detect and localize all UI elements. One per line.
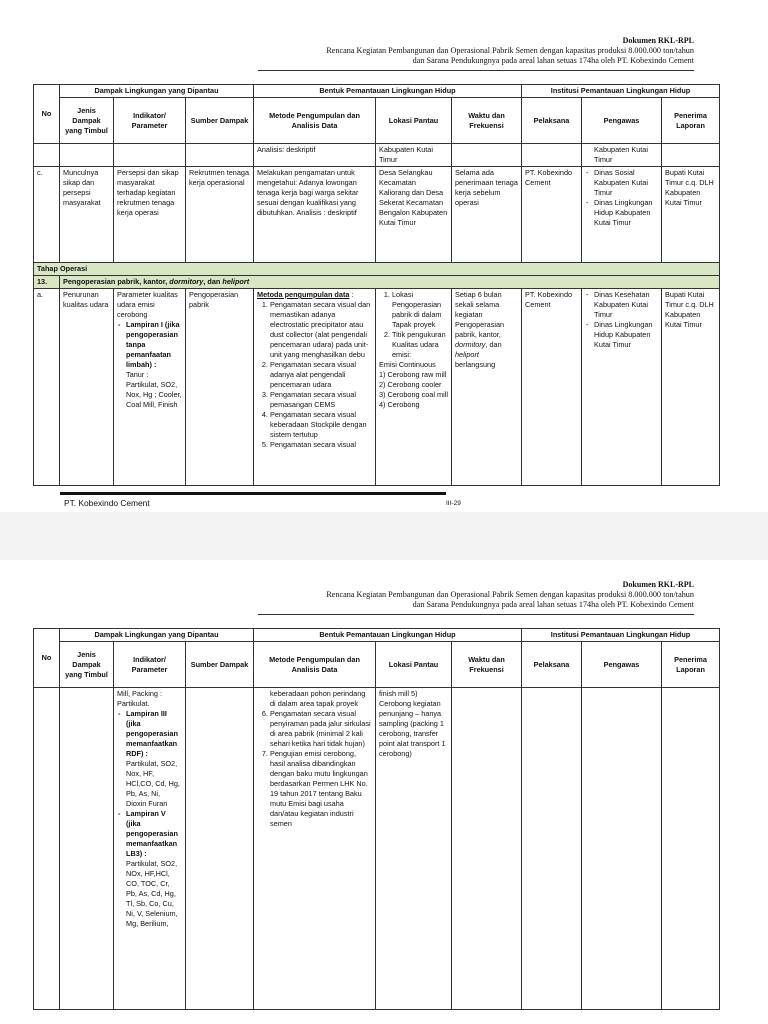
rpl-table-page-1: [33, 84, 720, 486]
document-tag: Dokumen RKL-RPL: [622, 580, 694, 589]
header-group-institusi: Institusi Pemantauan Lingkungan Hidup: [522, 85, 720, 98]
metode-item: 4. Pengamatan secara visual keberadaan Stockpile dengan sistem tertutup: [270, 410, 372, 440]
header-penerima: Penerima Laporan: [662, 642, 720, 688]
document-title: [174, 46, 694, 66]
cell-pengawas: [582, 167, 662, 263]
cell-penerima: Bupati Kutai Timur c.q. DLH Kabupaten Kutai Timur: [662, 167, 720, 263]
document-title-line-2: dan Sarana Pendukungnya pada areal lahan setuas 174ha oleh PT. Kobexindo Cement: [412, 56, 694, 65]
header-jenis-dampak: Jenis Dampak yang Timbul: [60, 642, 114, 688]
cell-waktu: Setiap 6 bulan sekali selama kegiatan Pengoperasian pabrik, kantor, dormitory, dan heliport berlangsung: [452, 289, 522, 486]
pengawas-item: - Dinas Lingkungan Hidup Kabupaten Kutai Timur: [585, 320, 658, 350]
header-indikator: Indikator/ Parameter: [114, 642, 186, 688]
header-waktu: Waktu dan Frekuensi: [452, 642, 522, 688]
cell-indikator: Mill, Packing : Partikulat. - Lampiran III (jika pengoperasian memanfaatkan RDF) : Partikulat, SO2, Nox, HF, HCl,CO, Cd, Hg, Pb, As, Ni, Dioxin Furan - Lampiran V (jika pengoperasian memanfaatkan LB3) : Partikulat, SO2, NOx, HF,HCl, CO, TOC, Cr, Pb, As, Cd, Hg, Tl, Sb, Co, Cu, Ni, V, Selenium, Mg, Berilium,: [114, 688, 186, 1010]
header-indikator: Indikator/ Parameter: [114, 98, 186, 144]
header-pengawas: Pengawas: [582, 642, 662, 688]
header-lokasi: Lokasi Pantau: [376, 642, 452, 688]
metode-item: 3. Pengamatan secara visual pemasangan CEMS: [270, 390, 372, 410]
header-sumber: Sumber Dampak: [186, 642, 254, 688]
cell-pengawas: [582, 289, 662, 486]
cell-indikator: Persepsi dan sikap masyarakat terhadap kegiatan rekrutmen tenaga kerja operasi: [114, 167, 186, 263]
header-penerima: Penerima Laporan: [662, 98, 720, 144]
cell-pelaksana: PT. Kobexindo Cement: [522, 167, 582, 263]
header-group-institusi: Institusi Pemantauan Lingkungan Hidup: [522, 629, 720, 642]
metode-item: 6. Pengamatan secara visual penyiraman pada jalur sirkulasi di area pabrik (minimal 2 kali sehari ketika hari tidak hujan): [270, 709, 372, 749]
table-row: [34, 167, 720, 263]
header-jenis-dampak: Jenis Dampak yang Timbul: [60, 98, 114, 144]
header-rule: [258, 614, 694, 615]
header-group-dampak: Dampak Lingkungan yang Dipantau: [60, 85, 254, 98]
header-rule: [258, 70, 694, 71]
header-pelaksana: Pelaksana: [522, 98, 582, 144]
header-no: No: [34, 629, 60, 688]
cell-lokasi: Kabupaten Kutai Timur: [376, 144, 452, 167]
document-title-line-1: Rencana Kegiatan Pembangunan dan Operasional Pabrik Semen dengan kapasitas produksi 8.000.000 ton/tahun: [326, 590, 694, 599]
header-metode: Metode Pengumpulan dan Analisis Data: [254, 642, 376, 688]
header-group-bentuk: Bentuk Pemantauan Lingkungan Hidup: [254, 85, 522, 98]
cell-metode: Analisis: deskriptif: [254, 144, 376, 167]
cell-waktu: Selama ada penerimaan tenaga kerja sebelum operasi: [452, 167, 522, 263]
cell-pelaksana: PT. Kobexindo Cement: [522, 289, 582, 486]
lokasi-item: 2. Titik pengukuran Kualitas udara emisi:: [392, 330, 448, 360]
cell-lokasi: 1. Lokasi Pengoperasian pabrik di dalam Tapak proyek 2. Titik pengukuran Kualitas udara emisi: Emisi Continuous 1) Cerobong raw mill 2) Cerobong cooler 3) Cerobong coal mill 4) Cerobong: [376, 289, 452, 486]
document-title-line-1: Rencana Kegiatan Pembangunan dan Operasional Pabrik Semen dengan kapasitas produksi 8.000.000 ton/tahun: [326, 46, 694, 55]
table-row: [34, 688, 720, 1010]
pengawas-item: - Dinas Sosial Kabupaten Kutai Timur: [585, 168, 658, 198]
cell-indikator: Parameter kualitas udara emisi cerobong - Lampiran I (jika pengoperasian tanpa pemanfaatan limbah) : Tanur : Partikulat, SO2, Nox, Hg ; Cooler, Coal Mill, Finish: [114, 289, 186, 486]
cell-metode: Melakukan pengamatan untuk mengetahui: Adanya lowongan tenaga kerja bagi warga sekitar sesuai dengan kualifikasi yang dibutuhkan. Analisis : deskriptif: [254, 167, 376, 263]
lampiran-item: - Lampiran III (jika pengoperasian memanfaatkan RDF) :: [117, 709, 182, 759]
metode-item: 2. Pengamatan secara visual adanya alat pengendali pencemaran udara: [270, 360, 372, 390]
band-13-title: Pengoperasian pabrik, kantor, dormitory, dan heliport: [60, 276, 720, 289]
band-tahap-label: Tahap Operasi: [34, 263, 720, 276]
footer-page-number: III-29: [446, 500, 461, 507]
document-page-2: [0, 560, 768, 1024]
pengawas-item: - Dinas Kesehatan Kabupaten Kutai Timur: [585, 290, 658, 320]
cell-metode: keberadaan pohon perindang di dalam area tapak proyek 6. Pengamatan secara visual penyiraman pada jalur sirkulasi di area pabrik (minimal 2 kali sehari ketika hari tidak hujan) 7. Pengujian emisi cerobong, hasil analisa dibandingkan dengan baku mutu lingkungan berdasarkan Permen LHK No. 19 tahun 2017 tentang Baku mutu Emisi bagi usaha dan/atau kegiatan industri semen: [254, 688, 376, 1010]
lampiran-item: - Lampiran V (jika pengoperasian memanfaatkan LB3) :: [117, 809, 182, 859]
metode-title: Metoda pengumpulan data: [257, 290, 350, 299]
lokasi-item: 1. Lokasi Pengoperasian pabrik di dalam Tapak proyek: [392, 290, 448, 330]
cell-jenis-dampak: Munculnya sikap dan persepsi masyarakat: [60, 167, 114, 263]
header-metode: Metode Pengumpulan dan Analisis Data: [254, 98, 376, 144]
metode-item: 1. Pengamatan secara visual dan memastikan adanya electrostatic precipitator atau dust collector (alat pengendali pencemaran udara) pada unit-unit yang menghasilkan debu: [270, 300, 372, 360]
document-title: [174, 590, 694, 610]
header-pengawas: Pengawas: [582, 98, 662, 144]
metode-item: 5. Pengamatan secara visual: [270, 440, 372, 450]
lampiran-item: - Lampiran I (jika pengoperasian tanpa pemanfaatan limbah) :: [117, 320, 182, 370]
header-group-bentuk: Bentuk Pemantauan Lingkungan Hidup: [254, 629, 522, 642]
document-tag: Dokumen RKL-RPL: [622, 36, 694, 45]
metode-item: 7. Pengujian emisi cerobong, hasil analisa dibandingkan dengan baku mutu lingkungan berdasarkan Permen LHK No. 19 tahun 2017 tentang Baku mutu Emisi bagi usaha dan/atau kegiatan industri semen: [270, 749, 372, 829]
cell-penerima: Bupati Kutai Timur c.q. DLH Kabupaten Kutai Timur: [662, 289, 720, 486]
page-gap: [0, 512, 768, 560]
cell-no: c.: [34, 167, 60, 263]
cell-pengawas: Kabupaten Kutai Timur: [582, 144, 662, 167]
band-13-number: 13.: [34, 276, 60, 289]
band-tahap-operasi: [34, 263, 720, 276]
header-pelaksana: Pelaksana: [522, 642, 582, 688]
cell-sumber: Pengoperasian pabrik: [186, 289, 254, 486]
document-title-line-2: dan Sarana Pendukungnya pada areal lahan setuas 174ha oleh PT. Kobexindo Cement: [412, 600, 694, 609]
cell-sumber: Rekrutmen tenaga kerja operasional: [186, 167, 254, 263]
footer-rule: [60, 492, 446, 495]
band-kegiatan-13: [34, 276, 720, 289]
rpl-table-page-2: [33, 628, 720, 1010]
cell-jenis-dampak: Penurunan kualitas udara: [60, 289, 114, 486]
header-sumber: Sumber Dampak: [186, 98, 254, 144]
header-waktu: Waktu dan Frekuensi: [452, 98, 522, 144]
pengawas-item: - Dinas Lingkungan Hidup Kabupaten Kutai Timur: [585, 198, 658, 228]
header-lokasi: Lokasi Pantau: [376, 98, 452, 144]
footer-company: PT. Kobexindo Cement: [64, 498, 150, 508]
cell-lokasi: finish mill 5) Cerobong kegiatan penunjang – hanya sampling (packing 1 cerobong, transfer point alat transport 1 cerobong): [376, 688, 452, 1010]
header-group-dampak: Dampak Lingkungan yang Dipantau: [60, 629, 254, 642]
cell-metode: Metoda pengumpulan data : 1. Pengamatan secara visual dan memastikan adanya electrostatic precipitator atau dust collector (alat pengendali pencemaran udara) pada unit-unit yang menghasilkan debu 2. Pengamatan secara visual adanya alat pengendali pencemaran udara 3. Pengamatan secara visual pemasangan CEMS 4. Pengamatan secara visual keberadaan Stockpile dengan sistem tertutup 5. Pengamatan secara visual: [254, 289, 376, 486]
table-row-continuation: [34, 144, 720, 167]
table-row: [34, 289, 720, 486]
cell-lokasi: Desa Selangkau Kecamatan Kaliorang dan Desa Sekerat Kecamatan Bengalon Kabupaten Kutai Timur: [376, 167, 452, 263]
header-no: No: [34, 85, 60, 144]
cell-no: a.: [34, 289, 60, 486]
